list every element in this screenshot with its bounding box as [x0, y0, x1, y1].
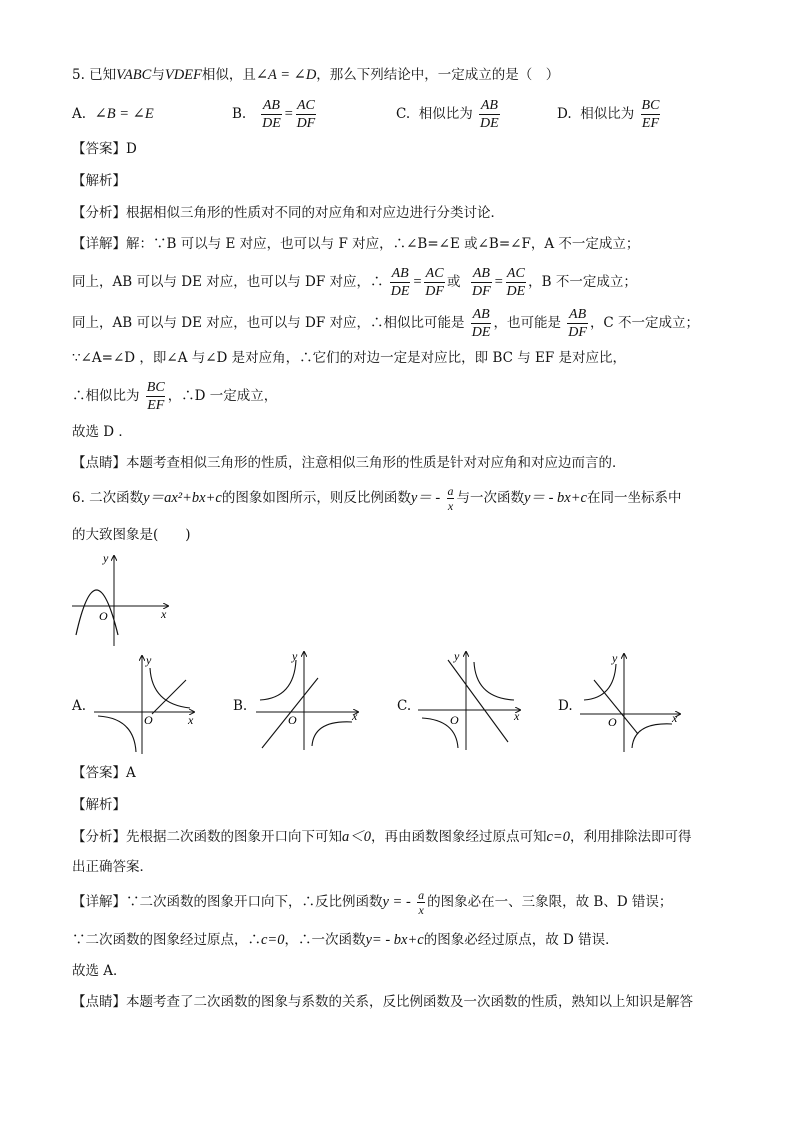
option-letter: B. [233, 698, 248, 714]
numerator: AC [506, 266, 525, 281]
option-c-graph [414, 648, 526, 752]
fraction-bc-ef [641, 97, 661, 132]
dianjing-text: 本题考查相似三角形的性质，注意相似三角形的性质是针对对应角和对应边而言的． [126, 455, 626, 471]
numerator: AB [391, 266, 409, 281]
q5-detail-line4 [72, 349, 626, 367]
fenxi-tag: 【分析】 [72, 829, 126, 845]
option-letter: D. [558, 698, 573, 714]
q5-detail-line5 [72, 376, 277, 416]
detail-condition: c=0 [261, 932, 285, 948]
q6-stem-text: 与一次函数 [456, 490, 525, 506]
fraction-ab-df [567, 306, 588, 341]
fraction-a-x [447, 484, 455, 513]
origin-label: O [99, 609, 108, 623]
option-letter: A. [72, 106, 87, 122]
numerator: AB [472, 266, 490, 281]
q5-detail-line1 [72, 235, 639, 253]
numerator: AC [296, 98, 315, 113]
q5-answer [72, 140, 137, 158]
fraction-ac-df [296, 97, 317, 132]
numerator: a [418, 888, 425, 902]
x-label: x [514, 709, 520, 723]
detail-text: ∵二次函数的图象开口向下，∴反比例函数 [126, 894, 383, 910]
linear-function: y= - bx+c [365, 932, 424, 948]
denominator: DE [262, 116, 281, 131]
parabola-figure [68, 550, 178, 650]
dianjing-tag: 【点睛】 [72, 994, 126, 1010]
q6-option-c-label [397, 697, 411, 715]
denominator: DF [472, 284, 491, 299]
option-c-text: 相似比为 [418, 106, 473, 122]
detail-text: ，也可能是 [493, 315, 561, 331]
detail-text: ，∴一次函数 [284, 932, 366, 948]
fraction-ac-de [506, 265, 527, 300]
q5-triangle-abc: VABC [116, 67, 152, 83]
q5-triangle-def: VDEF [164, 67, 202, 83]
equals-sign: = [493, 274, 504, 290]
hyperbola-branch [312, 722, 352, 746]
q5-fenxi [72, 204, 504, 222]
q6-detail-line2 [72, 931, 619, 949]
equals-sign: = [412, 274, 423, 290]
detail-text: 的图象必在一、三象限，故 B、D 错误； [427, 894, 673, 910]
numerator: AC [425, 266, 444, 281]
linear-line [448, 660, 508, 742]
hyperbola-branch [150, 668, 190, 708]
dianjing-tag: 【点睛】 [72, 455, 126, 471]
x-label: x [352, 709, 358, 723]
detail-text: 或 [446, 274, 461, 290]
q6-answer [72, 764, 136, 782]
xiangjie-tag: 【详解】 [72, 894, 126, 910]
q6-stem-text: 的大致图象是( ) [72, 527, 191, 543]
xiangjie-tag: 【详解】 [72, 236, 126, 252]
option-letter: A. [72, 698, 87, 714]
q5-option-c [396, 94, 502, 134]
hyperbola-branch [584, 664, 616, 700]
hyperbola-branch [474, 662, 514, 700]
jiexi-tag: 【解析】 [72, 797, 126, 813]
q6-option-d-label [558, 697, 573, 715]
q5-stem-text: 与 [151, 67, 165, 83]
option-a-text: ∠B = ∠E [94, 106, 154, 122]
origin-label: O [288, 713, 297, 727]
option-letter: D. [557, 106, 572, 122]
q5-detail-line3 [72, 303, 699, 343]
detail-text: ，∴D 一定成立， [167, 388, 278, 404]
fenxi-condition: a＜0 [342, 829, 371, 845]
option-a-graph [90, 652, 200, 756]
denominator: EF [641, 116, 660, 131]
detail-text: ∵二次函数的图象经过原点，∴ [72, 932, 261, 948]
fenxi-text: 先根据二次函数的图象开口向下可知 [126, 829, 342, 845]
fraction-bc-ef [146, 379, 166, 414]
jiexi-tag: 【解析】 [72, 173, 126, 189]
detail-text: 同上，AB 可以与 DE 对应，也可以与 DF 对应，∴相似比可能是 [72, 315, 465, 331]
answer-value: D [126, 141, 137, 157]
q6-option-b-label [233, 697, 247, 715]
hyperbola-branch [98, 716, 136, 752]
q5-stem [72, 66, 559, 84]
q6-stem-line1 [72, 478, 681, 518]
fraction-ab-de [471, 306, 492, 341]
detail-text: ，C 不一定成立； [589, 315, 700, 331]
detail-text: ∴相似比为 [72, 388, 140, 404]
detail-text: ∵∠A=∠D ，即∠A 与∠D 是对应角，∴它们的对边一定是对应比，即 BC 与 EF 是对应比， [72, 350, 627, 366]
option-b-graph [252, 648, 364, 752]
answer-value: A [126, 765, 136, 781]
denominator: x [447, 499, 454, 513]
q6-dianjing [72, 993, 693, 1011]
fraction-ab-de [390, 265, 411, 300]
q6-quadratic: y＝ax²+bx+c [143, 490, 222, 506]
denominator: DF [568, 325, 587, 340]
x-label: x [161, 607, 167, 621]
q6-linear: y＝ - bx+c [524, 490, 587, 506]
q5-angle-equality: ∠A = ∠D [255, 67, 317, 83]
detail-text: 同上，AB 可以与 DE 对应，也可以与 DF 对应，∴ [72, 274, 384, 290]
x-label: x [188, 713, 194, 727]
fraction-a-x [417, 888, 425, 917]
fenxi-text: ，利用排除法即可得 [569, 829, 692, 845]
y-label: y [454, 649, 460, 663]
y-label: y [612, 651, 618, 665]
q5-dianjing [72, 454, 626, 472]
q5-jiexi [72, 172, 126, 190]
detail-text: 的图象必经过原点，故 D 错误． [423, 932, 619, 948]
q6-fenxi-line2 [72, 858, 153, 876]
q6-stem-line2 [72, 526, 191, 544]
origin-label: O [608, 715, 617, 729]
option-letter: C. [396, 106, 411, 122]
parabola-curve [76, 590, 118, 635]
denominator: EF [147, 398, 165, 413]
numerator: BC [641, 98, 660, 113]
fenxi-text: ，再由函数图象经过原点可知 [371, 829, 547, 845]
fraction-ab-de [479, 97, 500, 132]
option-d-graph [576, 650, 688, 754]
numerator: AB [480, 98, 498, 113]
linear-line [152, 680, 186, 714]
option-letter: B. [232, 106, 247, 122]
fraction-ab-df [471, 265, 492, 300]
q5-option-a [72, 105, 154, 123]
answer-tag: 【答案】 [72, 765, 126, 781]
q6-stem-text: 的图象如图所示，则反比例函数 [221, 490, 411, 506]
q6-detail-line1 [72, 882, 672, 922]
dianjing-text: 本题考查了二次函数的图象与系数的关系，反比例函数及一次函数的性质，熟知以上知识是解答 [126, 994, 693, 1010]
q5-stem-text: 相似，且 [201, 67, 256, 83]
hyperbola-branch [632, 724, 672, 748]
y-label: y [292, 649, 298, 663]
origin-label: O [450, 713, 459, 727]
fenxi-text: 出正确答案． [72, 859, 153, 875]
fenxi-tag: 【分析】 [72, 205, 126, 221]
fraction-ab-de [261, 97, 282, 132]
denominator: DF [425, 284, 444, 299]
q6-jiexi [72, 796, 126, 814]
numerator: a [447, 484, 454, 498]
numerator: BC [146, 380, 165, 395]
guxuan-text: 故选 A． [72, 963, 127, 979]
numerator: AB [262, 98, 280, 113]
q6-stem-text: 6. 二次函数 [72, 490, 144, 506]
q6-stem-text: 在同一坐标系中 [586, 490, 682, 506]
denominator: DF [296, 116, 316, 131]
q5-stem-text: 5. 已知 [72, 67, 117, 83]
fenxi-condition: c=0 [546, 829, 570, 845]
q6-fenxi-line1 [72, 828, 691, 846]
origin-label: O [144, 713, 153, 727]
denominator: DE [471, 325, 491, 340]
q5-option-b [232, 94, 318, 134]
inverse-function: y = - [382, 894, 411, 910]
guxuan-text: 故选 D ． [72, 424, 132, 440]
q5-guxuan [72, 423, 132, 441]
q6-inverse-y: y＝ - [410, 490, 441, 506]
fraction-ac-df [424, 265, 445, 300]
denominator: DE [480, 116, 499, 131]
denominator: DE [390, 284, 410, 299]
q5-stem-text: ，那么下列结论中，一定成立的是（ ） [316, 67, 560, 83]
q6-option-a-label [72, 697, 86, 715]
hyperbola-branch [260, 660, 296, 700]
detail-text: ，B 不一定成立； [528, 274, 637, 290]
equals-sign: = [283, 106, 294, 122]
y-label: y [146, 653, 152, 667]
numerator: AB [569, 307, 587, 322]
q6-guxuan [72, 962, 127, 980]
answer-tag: 【答案】 [72, 141, 126, 157]
detail-text: 解：∵B 可以与 E 对应，也可以与 F 对应，∴∠B=∠E 或∠B=∠F，A 不一定成立； [126, 236, 640, 252]
option-d-text: 相似比为 [580, 106, 635, 122]
y-label: y [103, 551, 109, 565]
option-letter: C. [397, 698, 412, 714]
denominator: DE [506, 284, 526, 299]
x-label: x [672, 711, 678, 725]
fenxi-text: 根据相似三角形的性质对不同的对应角和对应边进行分类讨论． [126, 205, 504, 221]
q5-detail-line2 [72, 262, 637, 302]
numerator: AB [472, 307, 490, 322]
denominator: x [418, 903, 424, 917]
q5-option-d [557, 94, 662, 134]
